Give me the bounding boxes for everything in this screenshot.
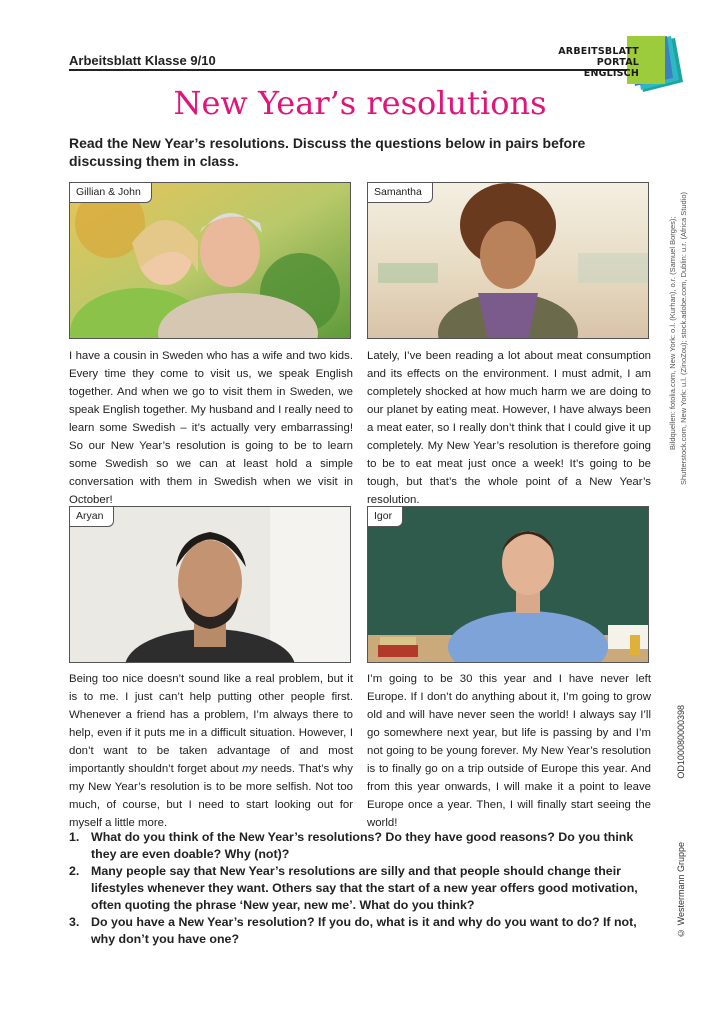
- story-gillian-john: I have a cousin in Sweden who has a wife and two kids. Every time they come to visit us, we speak English together. And when we go to visit them in Sweden, we speak English together. My husband and I really need to learn some Swedish – it’s actually very embarrassing! So our New Year’s resolution is going to be to learn some Swedish so we can at least hold a simple conversation with them in Swedish when we visit in October!: [69, 350, 353, 506]
- story-aryan: [69, 670, 353, 832]
- logo-line-3: ENGLISCH: [583, 68, 639, 79]
- story-igor: I’m going to be 30 this year and I have never left Europe. If I don’t do anything about it, I’m going to grow old and will have never seen the world! I always say I’ll go somewhere next year, but life is passing by and I’m not going to be young forever. My New Year’s resolution is to finally go on a trip outside of Europe this year. And from this year onwards, I will make it a point to leave Europe once a year. Then, I will finally start seeing the world!: [367, 673, 651, 829]
- logo-text: [558, 46, 639, 79]
- question-text: Many people say that New Year’s resolutions are silly and that people should change their lifestyles whenever they want. Others say that the start of a new year offers good motivation, often quoting the phrase ‘New year, new me’. What do you think?: [91, 864, 638, 912]
- discussion-questions: [69, 829, 649, 948]
- question-text: Do you have a New Year’s resolution? If you do, what is it and why do you want to do? If not, why don’t you have one?: [91, 915, 637, 946]
- story-aryan-part-1: Being too nice doesn’t sound like a real problem, but it is to me. I just can’t help putting other people first. Whenever a friend has a problem, I’m always there to help, even if it puts me in a difficult situation. However, I don’t want to be taken advantage of and most importantly shouldn’t forget about: [69, 673, 353, 775]
- copyright: © Westermann Gruppe: [676, 842, 686, 938]
- instructions: Read the New Year’s resolutions. Discuss the questions below in pairs before discussing them in class.: [69, 135, 586, 169]
- photo-gillian-john: [69, 182, 351, 339]
- image-credits-line-2: Shutterstock.com, New York: u.l. (ZinoZou); stock.adobe.com, Dublin: u.r. (Africa Studio): [679, 191, 688, 485]
- name-tab-igor: Igor: [368, 507, 403, 527]
- name-tab-samantha: Samantha: [368, 183, 433, 203]
- logo-line-2: PORTAL: [596, 57, 639, 68]
- story-samantha: Lately, I’ve been reading a lot about meat consumption and its effects on the environment. I must admit, I am completely shocked at how much harm we are doing to our planet by eating meat. However, I have always been a meat eater, so I really don’t think that I could give it up completely. My New Year’s resolution is therefore going to be to eat meat just once a week! It’s going to be tough, but that’s the whole point of a New Year’s resolution.: [367, 350, 651, 506]
- page-title: New Year’s resolutions: [173, 84, 547, 122]
- logo-line-1: ARBEITSBLATT: [558, 46, 639, 57]
- question-number: 1.: [69, 830, 80, 844]
- document-code: OD100080000398: [676, 705, 686, 779]
- photo-igor: [367, 506, 649, 663]
- question-item: [69, 914, 649, 948]
- name-tab-aryan: Aryan: [70, 507, 114, 527]
- story-aryan-emphasis: my: [242, 763, 258, 775]
- question-item: [69, 829, 649, 863]
- question-number: 2.: [69, 864, 80, 878]
- question-text: What do you think of the New Year’s resolutions? Do they have good reasons? Do you think they are even doable? Why (not)?: [91, 830, 634, 861]
- name-tab-gillian-john: Gillian & John: [70, 183, 152, 203]
- header-divider: [69, 69, 641, 71]
- story-aryan-part-2: needs. That’s why my New Year’s resolution is to be more selfish. Not too much, of course, but I need to start looking out for myself a little more.: [69, 763, 353, 829]
- photo-samantha: [367, 182, 649, 339]
- question-item: [69, 863, 649, 914]
- photo-aryan: [69, 506, 351, 663]
- question-number: 3.: [69, 915, 80, 929]
- worksheet-label: Arbeitsblatt Klasse 9/10: [69, 53, 216, 68]
- image-credits-line-1: Bildquellen: fotolia.com, New York: o.l. (Kurhan), o.r. (Samuel Borges);: [668, 216, 677, 450]
